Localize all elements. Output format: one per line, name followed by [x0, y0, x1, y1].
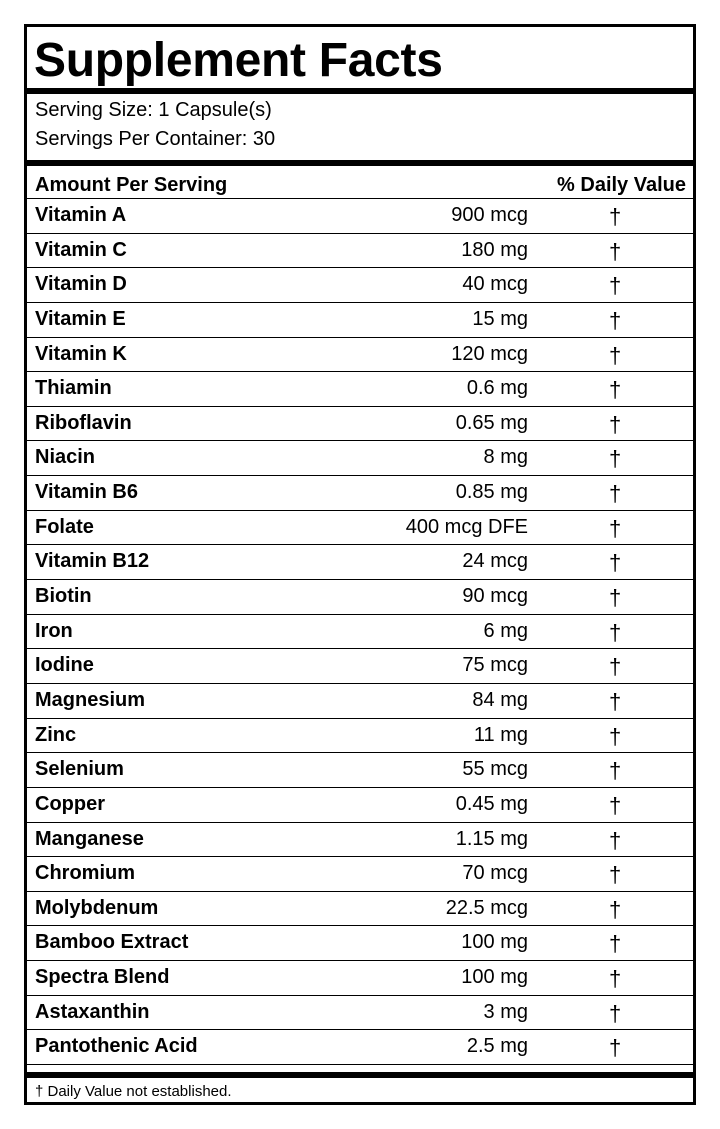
- nutrient-amount: 75 mcg: [462, 654, 528, 677]
- nutrient-name: Pantothenic Acid: [35, 1035, 198, 1058]
- servings-per-container: Servings Per Container: 30: [35, 128, 276, 150]
- nutrient-amount: 900 mcg: [451, 204, 528, 226]
- nutrient-amount: 55 mcg: [462, 758, 528, 781]
- nutrient-daily-value: †: [609, 792, 622, 818]
- daily-value-header: % Daily Value: [557, 174, 686, 196]
- nutrient-amount: 24 mcg: [462, 550, 528, 573]
- nutrient-name: Folate: [35, 515, 94, 538]
- nutrient-row: [27, 511, 693, 546]
- nutrient-amount: 40 mcg: [462, 273, 528, 296]
- nutrient-row: [27, 926, 693, 961]
- nutrient-name: Astaxanthin: [35, 1000, 150, 1023]
- nutrient-name: Vitamin B12: [35, 550, 150, 573]
- nutrient-amount: 400 mcg DFE: [405, 515, 528, 538]
- nutrient-daily-value: †: [609, 585, 622, 611]
- nutrient-row: [27, 649, 693, 684]
- nutrient-daily-value: †: [609, 238, 622, 264]
- nutrient-name: Niacin: [35, 446, 96, 469]
- nutrient-row: [27, 441, 693, 476]
- nutrient-row: [27, 199, 693, 234]
- nutrient-daily-value: †: [609, 550, 622, 576]
- amount-per-serving-header: Amount Per Serving: [35, 174, 228, 196]
- nutrient-name: Spectra Blend: [35, 966, 170, 989]
- nutrient-amount: 180 mg: [461, 238, 528, 261]
- nutrient-row: [27, 372, 693, 407]
- nutrient-amount: 15 mg: [472, 307, 528, 330]
- nutrient-daily-value: †: [609, 307, 622, 333]
- nutrient-amount: 84 mg: [472, 688, 528, 711]
- nutrient-daily-value: †: [609, 896, 622, 922]
- supplement-facts-panel: [24, 24, 696, 1105]
- nutrient-row: [27, 234, 693, 269]
- nutrient-name: Thiamin: [35, 377, 112, 400]
- nutrient-daily-value: †: [609, 827, 622, 853]
- nutrient-row: [27, 996, 693, 1031]
- nutrient-amount: 1.15 mg: [455, 827, 528, 850]
- nutrient-row: [27, 545, 693, 580]
- nutrient-row: [27, 684, 693, 719]
- nutrient-row: [27, 892, 693, 927]
- nutrient-row: [27, 615, 693, 650]
- nutrient-row: [27, 476, 693, 511]
- nutrient-row: [27, 719, 693, 754]
- nutrient-amount: 120 mcg: [451, 342, 528, 365]
- footer-divider: [27, 1072, 693, 1078]
- nutrient-row: [27, 788, 693, 823]
- nutrient-daily-value: †: [609, 515, 622, 541]
- serving-divider: [27, 160, 693, 166]
- panel-title: Supplement Facts: [34, 34, 443, 87]
- nutrient-daily-value: †: [609, 619, 622, 645]
- nutrient-name: Vitamin C: [35, 238, 127, 261]
- nutrient-amount: 0.65 mg: [455, 411, 528, 434]
- nutrient-name: Iron: [35, 619, 73, 642]
- nutrient-name: Riboflavin: [35, 411, 132, 434]
- nutrient-daily-value: †: [609, 758, 622, 784]
- nutrient-daily-value: †: [609, 688, 622, 714]
- nutrient-row: [27, 1030, 693, 1065]
- nutrient-name: Vitamin D: [35, 273, 127, 296]
- nutrient-name: Vitamin K: [35, 342, 127, 365]
- nutrient-daily-value: †: [609, 862, 622, 888]
- nutrient-name: Magnesium: [35, 688, 146, 711]
- serving-size: Serving Size: 1 Capsule(s): [35, 99, 272, 121]
- nutrient-amount: 6 mg: [483, 619, 528, 642]
- nutrient-row: [27, 857, 693, 892]
- nutrient-amount: 11 mg: [473, 723, 528, 746]
- nutrient-row: [27, 407, 693, 442]
- nutrient-amount: 22.5 mcg: [445, 896, 528, 919]
- nutrient-row: [27, 753, 693, 788]
- nutrient-row: [27, 580, 693, 615]
- nutrient-amount: 2.5 mg: [466, 1035, 528, 1058]
- nutrient-amount: 100 mg: [461, 966, 528, 989]
- nutrient-name: Vitamin E: [35, 307, 126, 330]
- nutrient-daily-value: †: [609, 654, 622, 680]
- nutrient-amount: 90 mcg: [462, 585, 528, 608]
- nutrient-daily-value: †: [609, 446, 622, 472]
- nutrient-name: Copper: [35, 792, 105, 815]
- nutrient-daily-value: †: [609, 411, 622, 437]
- nutrient-daily-value: †: [609, 377, 622, 403]
- nutrient-row: [27, 303, 693, 338]
- nutrient-daily-value: †: [609, 481, 622, 507]
- title-divider: [27, 88, 693, 94]
- nutrient-name: Manganese: [35, 827, 144, 850]
- nutrient-name: Zinc: [35, 723, 77, 746]
- nutrient-amount: 70 mcg: [462, 862, 528, 885]
- nutrient-row: [27, 338, 693, 373]
- daily-value-footnote: † Daily Value not established.: [35, 1083, 232, 1100]
- nutrient-name: Vitamin A: [35, 204, 127, 226]
- nutrient-daily-value: †: [609, 931, 622, 957]
- nutrient-daily-value: †: [609, 723, 622, 749]
- nutrient-name: Chromium: [35, 862, 135, 885]
- nutrient-name: Biotin: [35, 585, 92, 608]
- nutrient-amount: 0.85 mg: [455, 481, 528, 504]
- nutrient-daily-value: †: [609, 273, 622, 299]
- nutrient-daily-value: †: [609, 342, 622, 368]
- nutrient-row: [27, 823, 693, 858]
- nutrient-daily-value: †: [609, 1035, 622, 1061]
- nutrient-row: [27, 961, 693, 996]
- nutrient-daily-value: †: [609, 204, 622, 229]
- nutrient-name: Iodine: [35, 654, 94, 677]
- nutrient-name: Selenium: [35, 758, 124, 781]
- nutrient-daily-value: †: [609, 966, 622, 992]
- nutrient-name: Bamboo Extract: [35, 931, 189, 954]
- nutrient-amount: 3 mg: [483, 1000, 528, 1023]
- nutrient-daily-value: †: [609, 1000, 622, 1026]
- nutrient-name: Vitamin B6: [35, 481, 138, 504]
- nutrient-amount: 0.45 mg: [455, 792, 528, 815]
- nutrient-amount: 8 mg: [483, 446, 528, 469]
- nutrient-amount: 100 mg: [461, 931, 528, 954]
- nutrient-amount: 0.6 mg: [466, 377, 528, 400]
- nutrient-name: Molybdenum: [35, 896, 159, 919]
- nutrient-row: [27, 268, 693, 303]
